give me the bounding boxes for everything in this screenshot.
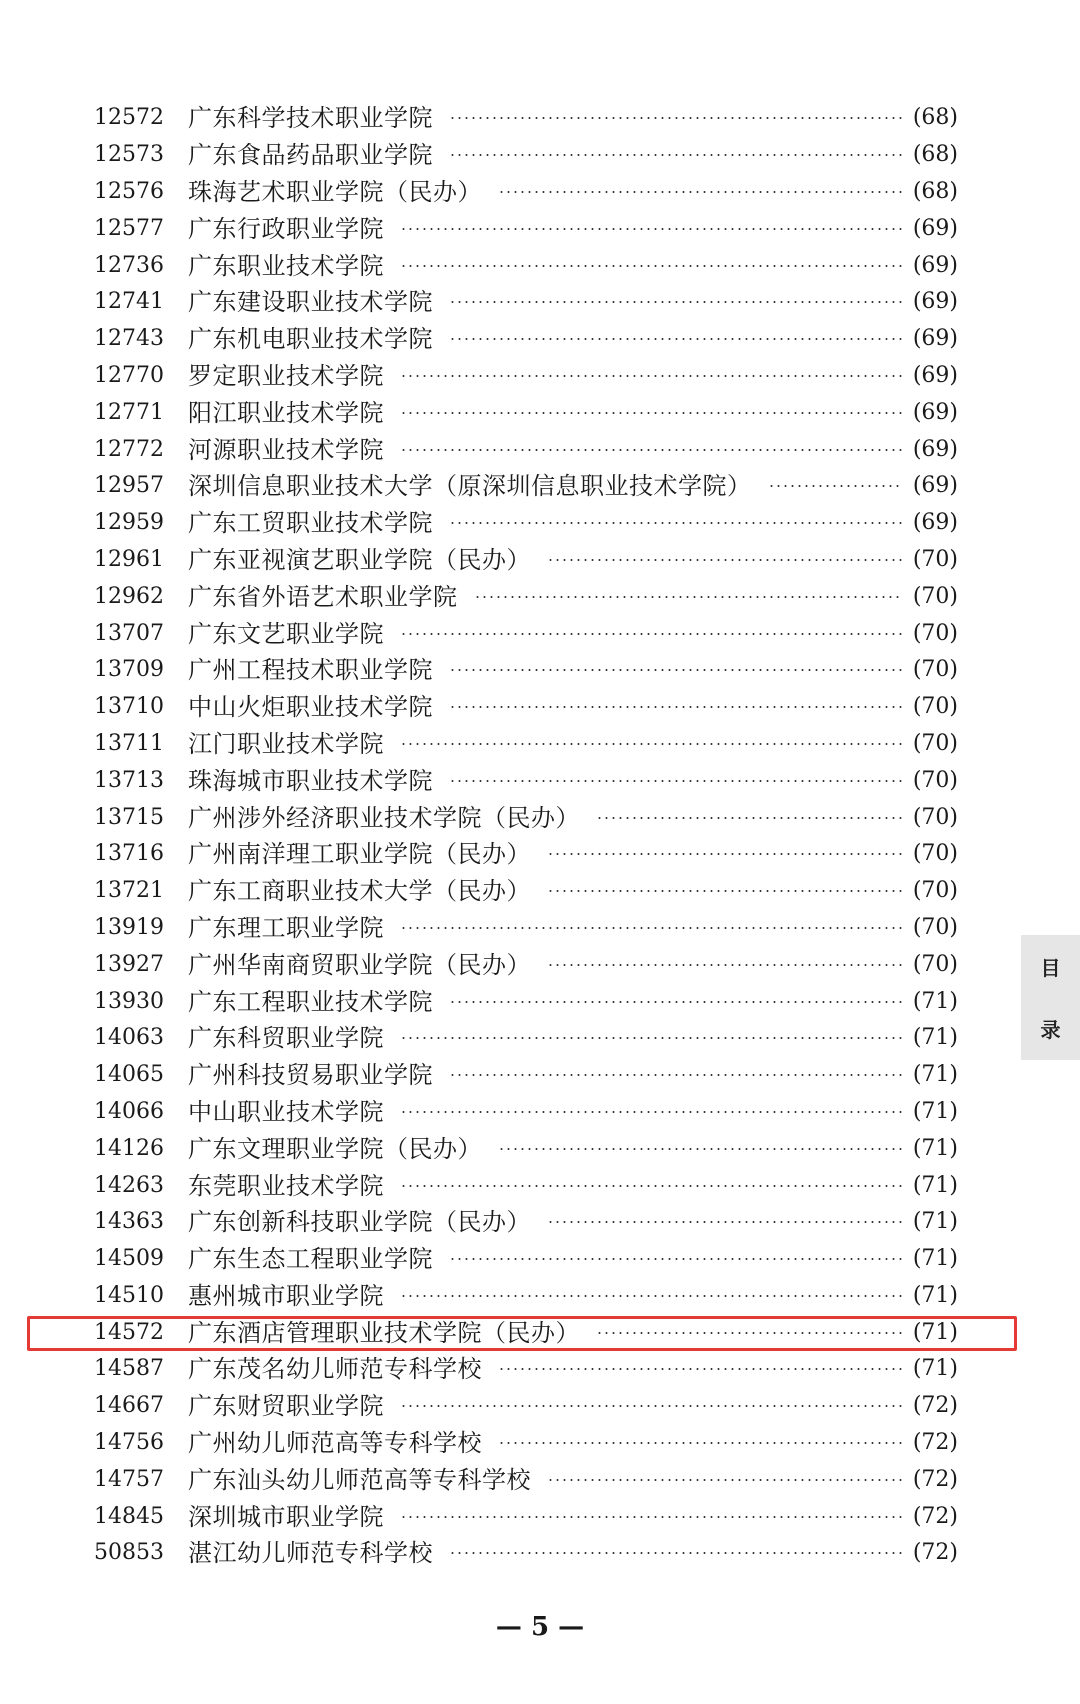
entry-name: 广东文理职业学院（民办） <box>188 1134 482 1163</box>
entry-page: (69) <box>912 436 958 462</box>
dot-leader <box>400 1185 903 1187</box>
entry-code: 13721 <box>94 878 164 904</box>
toc-entry[interactable] <box>94 431 958 468</box>
dot-leader <box>449 338 903 340</box>
entry-page: (68) <box>912 178 958 204</box>
entry-name: 江门职业技术学院 <box>188 729 384 758</box>
entry-name: 珠海城市职业技术学院 <box>188 766 433 795</box>
dot-leader <box>768 485 903 487</box>
toc-entry[interactable] <box>94 799 958 836</box>
entry-code: 14757 <box>94 1466 164 1492</box>
entry-page: (69) <box>912 473 958 499</box>
toc-entry[interactable] <box>94 247 958 284</box>
entry-page: (70) <box>912 620 958 646</box>
entry-name: 中山职业技术学院 <box>188 1097 384 1126</box>
highlight-box <box>27 1316 1017 1351</box>
entry-code: 12770 <box>94 362 164 388</box>
entry-page: (71) <box>912 1356 958 1382</box>
toc-entry[interactable] <box>94 946 958 983</box>
dot-leader <box>449 1258 903 1260</box>
entry-name: 广州幼儿师范高等专科学校 <box>188 1429 482 1458</box>
toc-entry[interactable] <box>94 1167 958 1204</box>
dot-leader <box>449 1552 903 1554</box>
dot-leader <box>400 412 903 414</box>
entry-code: 13927 <box>94 951 164 977</box>
toc-entry[interactable] <box>94 284 958 321</box>
entry-page: (72) <box>912 1540 958 1566</box>
entry-name: 广东汕头幼儿师范高等专科学校 <box>188 1465 531 1494</box>
entry-code: 13716 <box>94 841 164 867</box>
entry-code: 12772 <box>94 436 164 462</box>
toc-entry[interactable] <box>94 100 958 137</box>
entry-page: (69) <box>912 362 958 388</box>
toc-list <box>94 100 958 1572</box>
dot-leader <box>449 117 903 119</box>
toc-entry[interactable] <box>94 1204 958 1241</box>
entry-code: 14066 <box>94 1098 164 1124</box>
toc-entry[interactable] <box>94 1094 958 1131</box>
entry-name: 东莞职业技术学院 <box>188 1171 384 1200</box>
entry-code: 13713 <box>94 767 164 793</box>
entry-code: 14509 <box>94 1246 164 1272</box>
toc-entry[interactable] <box>94 1020 958 1057</box>
entry-page: (68) <box>912 105 958 131</box>
entry-name: 广东生态工程职业学院 <box>188 1245 433 1274</box>
toc-entry[interactable] <box>94 652 958 689</box>
entry-code: 14263 <box>94 1172 164 1198</box>
entry-name: 广东工程职业技术学院 <box>188 987 433 1016</box>
dot-leader <box>400 633 903 635</box>
entry-code: 14845 <box>94 1503 164 1529</box>
entry-name: 广州涉外经济职业技术学院（民办） <box>188 803 580 832</box>
entry-name: 珠海艺术职业学院（民办） <box>188 177 482 206</box>
entry-code: 14363 <box>94 1209 164 1235</box>
entry-code: 12771 <box>94 399 164 425</box>
entry-name: 广东理工职业学院 <box>188 913 384 942</box>
toc-entry[interactable] <box>94 1535 958 1572</box>
entry-code: 14063 <box>94 1025 164 1051</box>
entry-page: (70) <box>912 878 958 904</box>
toc-entry[interactable] <box>94 174 958 211</box>
entry-code: 12959 <box>94 510 164 536</box>
dot-leader <box>400 265 903 267</box>
dot-leader <box>400 449 903 451</box>
entry-code: 13715 <box>94 804 164 830</box>
dot-leader <box>400 1111 903 1113</box>
toc-entry[interactable] <box>94 1130 958 1167</box>
dot-leader <box>400 228 903 230</box>
dot-leader <box>400 1405 903 1407</box>
entry-code: 13919 <box>94 914 164 940</box>
toc-entry[interactable] <box>94 137 958 174</box>
dot-leader <box>400 743 903 745</box>
entry-code: 13930 <box>94 988 164 1014</box>
entry-page: (70) <box>912 951 958 977</box>
dot-leader <box>547 964 903 966</box>
entry-name: 广东行政职业学院 <box>188 214 384 243</box>
entry-page: (71) <box>912 1209 958 1235</box>
entry-page: (70) <box>912 914 958 940</box>
entry-code: 12962 <box>94 583 164 609</box>
toc-entry[interactable] <box>94 726 958 763</box>
toc-entry[interactable] <box>94 578 958 615</box>
entry-page: (69) <box>912 326 958 352</box>
toc-entry[interactable] <box>94 1498 958 1535</box>
entry-page: (70) <box>912 583 958 609</box>
entry-code: 14667 <box>94 1393 164 1419</box>
entry-name: 湛江幼儿师范专科学校 <box>188 1539 433 1568</box>
dot-leader <box>547 1479 903 1481</box>
entry-name: 广东建设职业技术学院 <box>188 288 433 317</box>
entry-name: 广东职业技术学院 <box>188 251 384 280</box>
entry-name: 河源职业技术学院 <box>188 435 384 464</box>
toc-entry[interactable] <box>94 689 958 726</box>
entry-name: 广东机电职业技术学院 <box>188 325 433 354</box>
dot-leader <box>474 596 903 598</box>
entry-code: 13711 <box>94 730 164 756</box>
toc-entry[interactable] <box>94 468 958 505</box>
entry-name: 广东工贸职业技术学院 <box>188 509 433 538</box>
dot-leader <box>449 1001 903 1003</box>
entry-page: (71) <box>912 1135 958 1161</box>
entry-page: (69) <box>912 510 958 536</box>
entry-code: 14587 <box>94 1356 164 1382</box>
entry-page: (71) <box>912 1319 958 1345</box>
entry-code: 14756 <box>94 1430 164 1456</box>
entry-page: (69) <box>912 215 958 241</box>
entry-code: 12573 <box>94 142 164 168</box>
entry-code: 13709 <box>94 657 164 683</box>
dot-leader <box>449 780 903 782</box>
toc-entry[interactable] <box>94 394 958 431</box>
entry-page: (71) <box>912 1246 958 1272</box>
dot-leader <box>400 1516 903 1518</box>
toc-entry[interactable] <box>94 873 958 910</box>
entry-page: (70) <box>912 841 958 867</box>
entry-name: 广东工商职业技术大学（民办） <box>188 877 531 906</box>
toc-entry[interactable] <box>94 762 958 799</box>
dot-leader <box>449 301 903 303</box>
entry-code: 13710 <box>94 694 164 720</box>
dot-leader <box>400 927 903 929</box>
entry-page: (71) <box>912 1098 958 1124</box>
entry-code: 50853 <box>94 1540 164 1566</box>
entry-code: 13707 <box>94 620 164 646</box>
dot-leader <box>498 191 903 193</box>
entry-page: (72) <box>912 1466 958 1492</box>
entry-code: 12741 <box>94 289 164 315</box>
toc-entry[interactable] <box>94 358 958 395</box>
toc-entry[interactable] <box>94 615 958 652</box>
entry-name: 广东亚视演艺职业学院（民办） <box>188 545 531 574</box>
toc-entry[interactable] <box>94 505 958 542</box>
toc-entry[interactable] <box>94 910 958 947</box>
dot-leader <box>449 706 903 708</box>
dot-leader <box>449 522 903 524</box>
side-tab-char-2: 录 <box>1040 1018 1061 1043</box>
entry-page: (69) <box>912 289 958 315</box>
entry-code: 12743 <box>94 326 164 352</box>
dot-leader <box>547 559 903 561</box>
toc-entry[interactable] <box>94 1425 958 1462</box>
toc-entry[interactable] <box>94 983 958 1020</box>
entry-page: (70) <box>912 767 958 793</box>
entry-name: 广东文艺职业学院 <box>188 619 384 648</box>
entry-page: (70) <box>912 694 958 720</box>
entry-page: (72) <box>912 1503 958 1529</box>
entry-name: 罗定职业技术学院 <box>188 361 384 390</box>
toc-entry[interactable] <box>94 1278 958 1315</box>
entry-name: 广东科贸职业学院 <box>188 1024 384 1053</box>
dot-leader <box>547 890 903 892</box>
dot-leader <box>400 1295 903 1297</box>
dot-leader <box>400 1037 903 1039</box>
entry-code: 12957 <box>94 473 164 499</box>
entry-name: 广州南洋理工职业学院（民办） <box>188 840 531 869</box>
entry-name: 深圳信息职业技术大学（原深圳信息职业技术学院） <box>188 472 752 501</box>
side-tab-char-1: 目 <box>1040 955 1061 980</box>
entry-page: (71) <box>912 1062 958 1088</box>
entry-page: (71) <box>912 1172 958 1198</box>
dot-leader <box>547 853 903 855</box>
entry-code: 12736 <box>94 252 164 278</box>
dot-leader <box>498 1442 903 1444</box>
entry-page: (72) <box>912 1430 958 1456</box>
entry-name: 广东食品药品职业学院 <box>188 141 433 170</box>
dot-leader <box>400 375 903 377</box>
toc-entry[interactable] <box>94 1388 958 1425</box>
toc-entry[interactable] <box>94 321 958 358</box>
dot-leader <box>449 1074 903 1076</box>
entry-code: 14572 <box>94 1319 164 1345</box>
entry-page: (68) <box>912 142 958 168</box>
entry-name: 广东省外语艺术职业学院 <box>188 582 458 611</box>
entry-code: 12572 <box>94 105 164 131</box>
page-number: — 5 — <box>495 1612 585 1642</box>
toc-entry[interactable] <box>94 210 958 247</box>
entry-page: (69) <box>912 252 958 278</box>
side-tab-contents[interactable] <box>1021 935 1080 1060</box>
entry-name: 广东酒店管理职业技术学院（民办） <box>188 1318 580 1347</box>
entry-name: 广东创新科技职业学院（民办） <box>188 1208 531 1237</box>
entry-name: 深圳城市职业学院 <box>188 1502 384 1531</box>
entry-page: (71) <box>912 988 958 1014</box>
entry-code: 14510 <box>94 1282 164 1308</box>
entry-name: 广州工程技术职业学院 <box>188 656 433 685</box>
dot-leader <box>596 817 903 819</box>
dot-leader <box>547 1221 903 1223</box>
dot-leader <box>498 1368 903 1370</box>
toc-entry[interactable] <box>94 1241 958 1278</box>
entry-code: 12961 <box>94 546 164 572</box>
entry-code: 14065 <box>94 1062 164 1088</box>
entry-code: 12576 <box>94 178 164 204</box>
toc-entry[interactable] <box>94 1461 958 1498</box>
entry-page: (70) <box>912 657 958 683</box>
entry-name: 广东茂名幼儿师范专科学校 <box>188 1355 482 1384</box>
entry-code: 12577 <box>94 215 164 241</box>
entry-name: 广东财贸职业学院 <box>188 1392 384 1421</box>
entry-page: (70) <box>912 546 958 572</box>
dot-leader <box>449 669 903 671</box>
entry-name: 广东科学技术职业学院 <box>188 104 433 133</box>
entry-page: (71) <box>912 1025 958 1051</box>
entry-page: (70) <box>912 730 958 756</box>
toc-entry[interactable] <box>94 1057 958 1094</box>
entry-page: (72) <box>912 1393 958 1419</box>
entry-page: (70) <box>912 804 958 830</box>
toc-entry[interactable] <box>94 1351 958 1388</box>
dot-leader <box>449 154 903 156</box>
entry-code: 14126 <box>94 1135 164 1161</box>
entry-name: 阳江职业技术学院 <box>188 398 384 427</box>
toc-entry[interactable] <box>94 542 958 579</box>
entry-name: 广州科技贸易职业学院 <box>188 1061 433 1090</box>
entry-name: 广州华南商贸职业学院（民办） <box>188 950 531 979</box>
entry-name: 中山火炬职业技术学院 <box>188 693 433 722</box>
toc-entry[interactable] <box>94 836 958 873</box>
entry-name: 惠州城市职业学院 <box>188 1281 384 1310</box>
entry-page: (69) <box>912 399 958 425</box>
dot-leader <box>498 1148 903 1150</box>
entry-page: (71) <box>912 1282 958 1308</box>
